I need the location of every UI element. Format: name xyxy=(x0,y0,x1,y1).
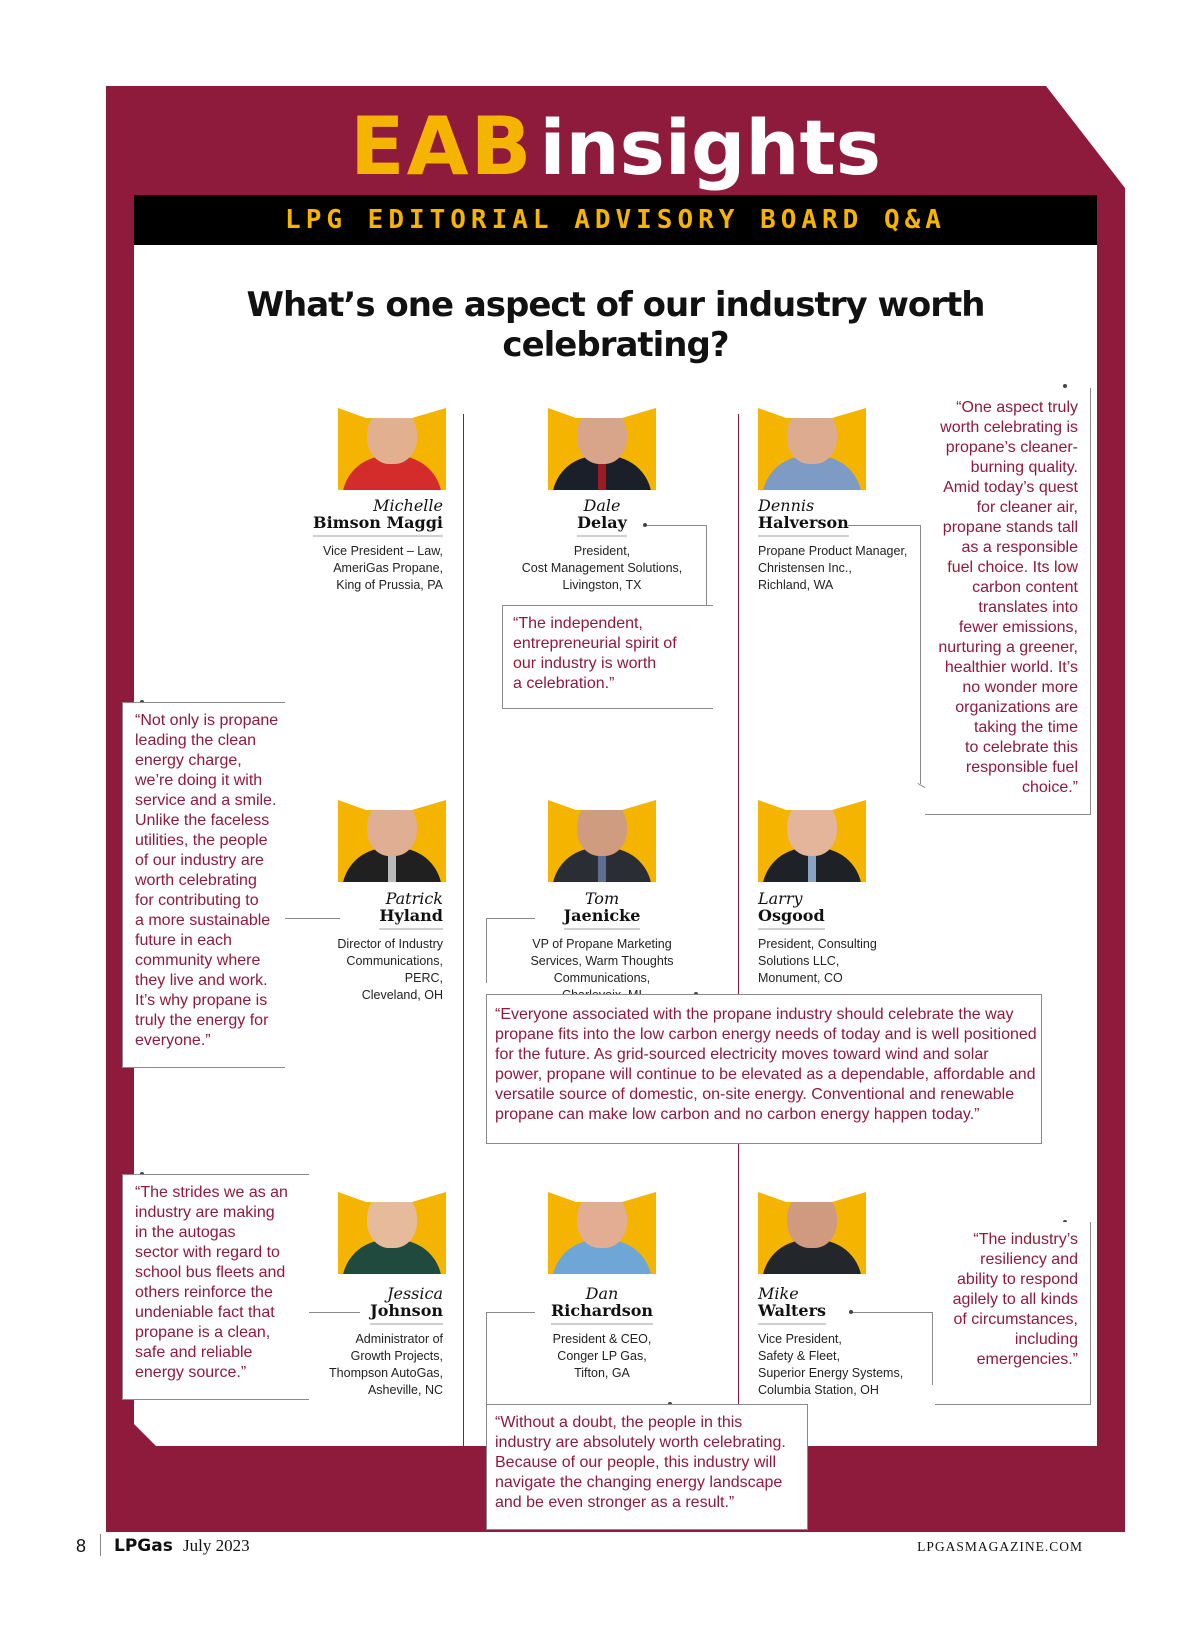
column-divider-left xyxy=(463,414,464,1474)
first-name: Jessica xyxy=(387,1284,443,1303)
footer-divider xyxy=(100,1534,101,1556)
role-title: President, Consulting Solutions LLC, Monument, CO xyxy=(758,937,877,985)
issue-date: July 2023 xyxy=(183,1536,250,1555)
first-name: Tom xyxy=(584,889,620,908)
photo-mike-walters xyxy=(758,1192,866,1274)
first-name: Michelle xyxy=(373,496,443,515)
person-larry-osgood xyxy=(758,890,958,987)
publication-logo: LPGas xyxy=(114,1536,173,1556)
photo-dale-delay xyxy=(548,408,656,490)
connector-dot xyxy=(849,1310,853,1314)
photo-larry-osgood xyxy=(758,800,866,882)
role-title: VP of Propane Marketing Services, Warm Thoughts Communications, xyxy=(530,937,674,985)
quote-walters: “The industry’s resiliency and ability to respond agilely to all kinds of circumstances, including emergencies.” xyxy=(935,1222,1091,1405)
last-name: Delay xyxy=(577,514,627,537)
brand-insights: insights xyxy=(539,103,882,192)
role-title: Director of Industry Communications, PERC, Cleveland, OH xyxy=(337,937,443,1002)
photo-dan-richardson xyxy=(548,1192,656,1274)
photo-tom-jaenicke xyxy=(548,800,656,882)
person-michelle-bimson-maggi xyxy=(243,497,443,594)
connector-richardson xyxy=(486,1312,535,1413)
brand-eab: EAB xyxy=(349,100,534,193)
quote-jaenicke: “Everyone associated with the propane industry should celebrate the way propane fits into the low carbon energy needs of today and is well positioned for the future. As grid-sourced electricity moves toward wind and solar power, propane will continue to be elevated as a dependable, affordable and versatile source of domestic, on-site energy. Conventional and renewable propane can make low carbon and no carbon energy happen today.” xyxy=(486,994,1042,1144)
role-title: President & CEO, Conger LP Gas, Tifton, GA xyxy=(552,1332,652,1380)
photo-patrick-hyland xyxy=(338,800,446,882)
quote-johnson: “The strides we as an industry are making in the autogas sector with regard to school bus fleets and others reinforce the undeniable fact that propane is a clean, safe and reliable energy source.” xyxy=(122,1174,309,1400)
role-title: Vice President, Safety & Fleet, Superior Energy Systems, Columbia Station, OH xyxy=(758,1332,904,1397)
page-question: What’s one aspect of our industry worth celebrating? xyxy=(246,285,985,365)
first-name: Larry xyxy=(758,889,803,908)
photo-dennis-halverson xyxy=(758,408,866,490)
first-name: Dale xyxy=(583,496,621,515)
first-name: Dennis xyxy=(758,496,815,515)
first-name: Dan xyxy=(585,1284,619,1303)
website-link[interactable]: LPGASMAGAZINE.COM xyxy=(917,1539,1083,1554)
last-name: Jaenicke xyxy=(564,907,641,930)
last-name: Osgood xyxy=(758,907,825,930)
quote-richardson: “Without a doubt, the people in this industry are absolutely worth celebrating. Because of our people, this industry will navigate the changing energy landscape and be even stronger as a result.” xyxy=(486,1404,808,1530)
photo-michelle-bimson-maggi xyxy=(338,408,446,490)
first-name: Mike xyxy=(758,1284,799,1303)
last-name: Johnson xyxy=(370,1302,443,1325)
page-number: 8 xyxy=(76,1536,87,1556)
section-subtitle: LPG EDITORIAL ADVISORY BOARD Q&A xyxy=(134,195,1097,245)
quote-halverson: “One aspect truly worth celebrating is propane’s cleaner- burning quality. Amid today’s quest for cleaner air, propane stands tall as a responsible fuel choice. Its low carbon content translates into fewer emissions, nurturing a greener, healthier world. It’s no wonder more organizations are taking the time to celebrate this responsible fuel choice.” xyxy=(925,388,1091,815)
connector-halverson xyxy=(848,525,921,784)
photo-jessica-johnson xyxy=(338,1192,446,1274)
last-name: Richardson xyxy=(551,1302,653,1325)
last-name: Bimson Maggi xyxy=(313,514,443,537)
connector-dot xyxy=(643,523,647,527)
last-name: Walters xyxy=(758,1302,826,1325)
role-title: Propane Product Manager, Christensen Inc., Richland, WA xyxy=(758,544,908,592)
quote-delay: “The independent, entrepreneurial spirit of our industry is worth a celebration.” xyxy=(502,605,713,709)
role-title: Administrator of Growth Projects, Thompson AutoGas, Asheville, NC xyxy=(329,1332,443,1397)
connector-jaenicke xyxy=(486,918,535,983)
role-title: President, Cost Management Solutions, Livingston, TX xyxy=(521,544,683,592)
column-divider-right xyxy=(738,414,739,1474)
last-name: Halverson xyxy=(758,514,849,537)
eab-insights-logo xyxy=(106,100,1125,193)
quote-hyland: “Not only is propane leading the clean energy charge, we’re doing it with service and a smile. Unlike the faceless utilities, the people of our industry are worth celebrating for contributing to a more sustainable future in each community where they live and work. It’s why propane is truly the energy for everyone.” xyxy=(122,702,285,1068)
connector-walters xyxy=(852,1312,933,1385)
role-title: Vice President – Law, AmeriGas Propane, King of Prussia, PA xyxy=(323,544,443,592)
first-name: Patrick xyxy=(385,889,443,908)
last-name: Hyland xyxy=(379,907,443,930)
